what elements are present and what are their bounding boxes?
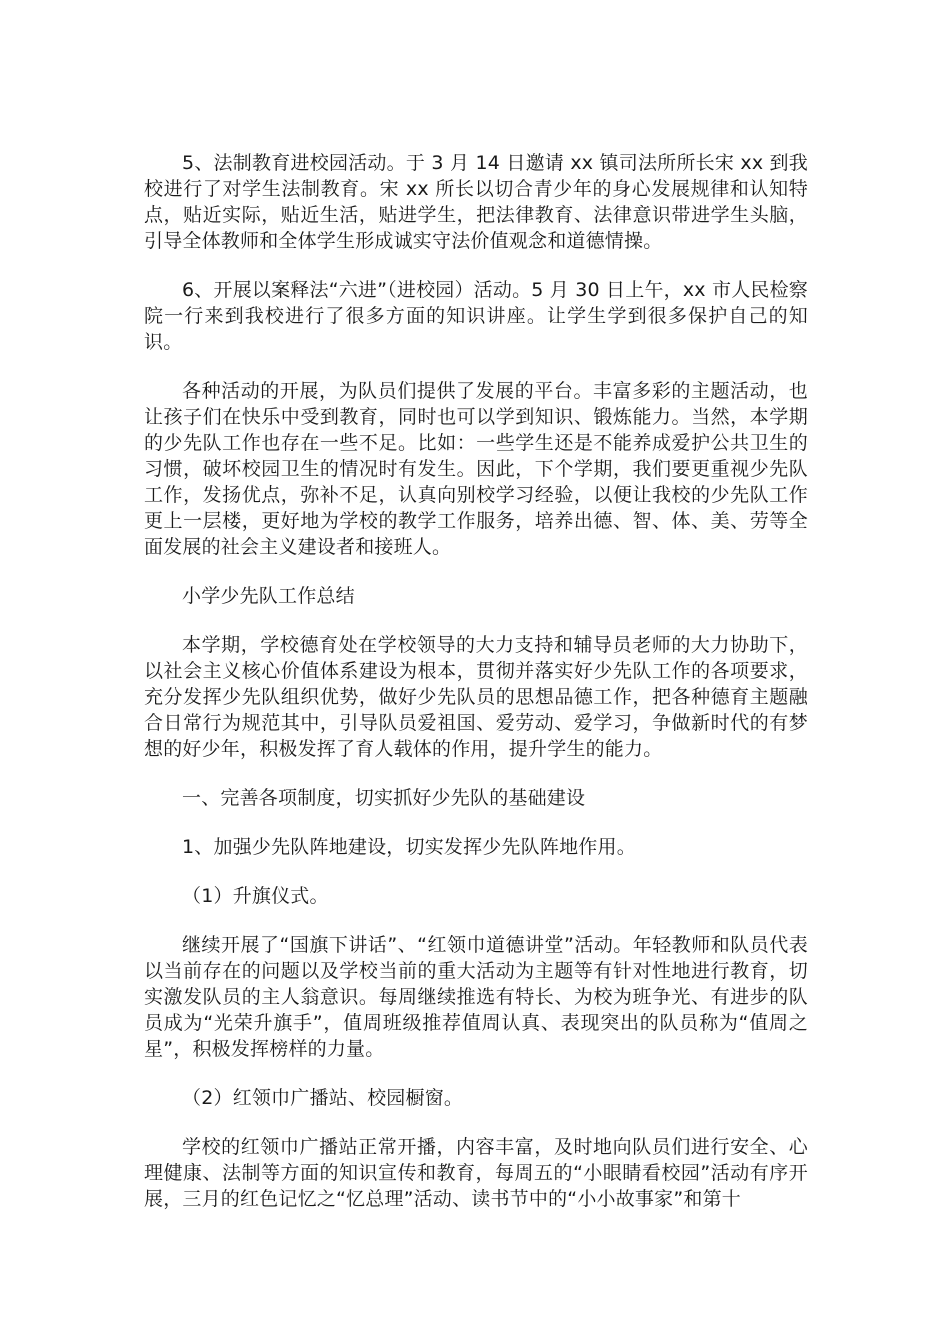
heading-part-one: 一、完善各项制度，切实抓好少先队的基础建设 [182,787,586,809]
paragraph-broadcast-station: 学校的红领巾广播站正常开播，内容丰富，及时地向队员们进行安全、心理健康、法制等方面的知识宣传和教育，每周五的“小眼睛看校园”活动有序开展，三月的红色记忆之“忆总理”活动、读书节中的“小小故事家”和第十 [144,1136,808,1210]
heading-item-one: 1、加强少先队阵地建设，切实发挥少先队阵地作用。 [182,836,636,858]
paragraph-legal-education: 5、法制教育进校园活动。于 3 月 14 日邀请 xx 镇司法所所长宋 xx 到我校进行了对学生法制教育。宋 xx 所长以切合青少年的身心发展规律和认知特点，贴近实际，贴近生活，贴进学生，把法律教育、法律意识带进学生头脑，引导全体教师和全体学生形成诚实守法价值观念和道德情操。 [144,152,808,252]
section-title: 小学少先队工作总结 [182,585,355,607]
paragraph-six-into-campus: 6、开展以案释法“六进”（进校园）活动。5 月 30 日上午，xx 市人民检察院一行来到我校进行了很多方面的知识讲座。让学生学到很多保护自己的知识。 [144,279,808,353]
heading-broadcast-station: （2）红领巾广播站、校园橱窗。 [182,1087,464,1109]
paragraph-semester-intro: 本学期，学校德育处在学校领导的大力支持和辅导员老师的大力协助下，以社会主义核心价值体系建设为根本，贯彻并落实好少先队工作的各项要求，充分发挥少先队组织优势，做好少先队员的思想品德工作，把各种德育主题融合日常行为规范其中，引导队员爱祖国、爱劳动、爱学习，争做新时代的有梦想的好少年，积极发挥了育人载体的作用，提升学生的能力。 [144,634,808,760]
paragraph-flag-ceremony: 继续开展了“国旗下讲话”、“红领巾道德讲堂”活动。年轻教师和队员代表以当前存在的问题以及学校当前的重大活动为主题等有针对性地进行教育，切实激发队员的主人翁意识。每周继续推选有特长、为校为班争光、有进步的队员成为“光荣升旗手”，值周班级推荐值周认真、表现突出的队员称为“值周之星”，积极发挥榜样的力量。 [144,934,808,1060]
document-body [144,150,808,1212]
heading-flag-ceremony: （1）升旗仪式。 [182,885,329,907]
paragraph-activities-summary: 各种活动的开展，为队员们提供了发展的平台。丰富多彩的主题活动，也让孩子们在快乐中受到教育，同时也可以学到知识、锻炼能力。当然，本学期的少先队工作也存在一些不足。比如：一些学生还是不能养成爱护公共卫生的习惯，破坏校园卫生的情况时有发生。因此，下个学期，我们要更重视少先队工作，发扬优点，弥补不足，认真向别校学习经验，以便让我校的少先队工作更上一层楼，更好地为学校的教学工作服务，培养出德、智、体、美、劳等全面发展的社会主义建设者和接班人。 [144,380,808,558]
